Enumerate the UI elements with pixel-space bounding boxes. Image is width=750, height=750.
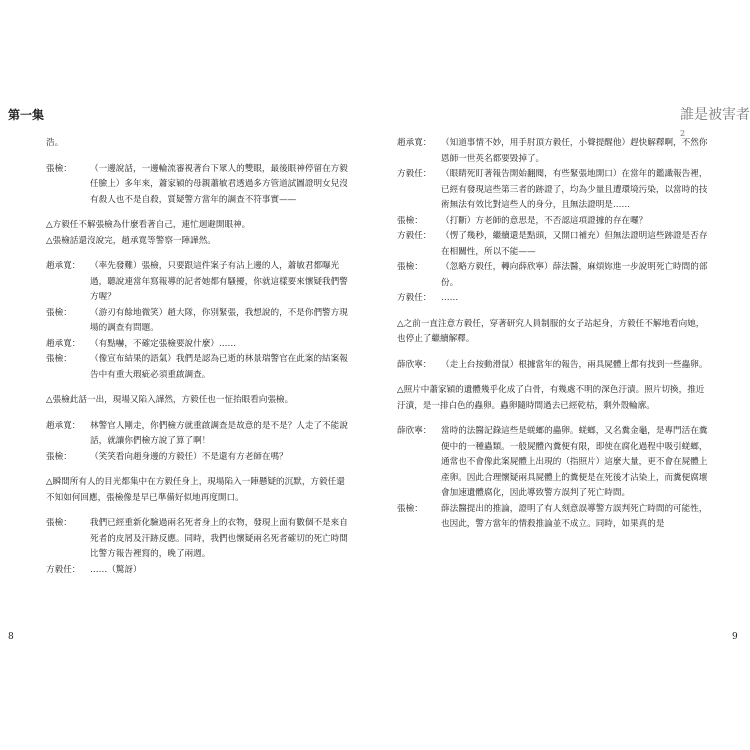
dialogue-text: 林警官人剛走，你們檢方就重啟調查是故意的是不是？人走了不能說話，就讓你們檢方說了算了啊！ [90, 420, 348, 446]
paragraph-gap [397, 414, 712, 424]
speaker-name: 薛欣寧： [397, 426, 432, 436]
stage-direction: △方毅任不解張檢為什麼看著自己，連忙迴避開眼神。 [46, 220, 251, 230]
stage-direction: △張檢話還沒說完，趙承寬等警察一陣譁然。 [46, 235, 216, 246]
dialogue-text: （游刃有餘地微笑）趙大隊，你別緊張，我想說的，不是你們警方現場的調查有問題。 [90, 307, 348, 333]
dialogue-text: …… [441, 293, 459, 303]
dialogue-line [46, 337, 351, 353]
speaker-name: 趙承寬： [46, 338, 81, 349]
paragraph-gap [46, 152, 351, 162]
speaker-name: 張檢： [46, 518, 72, 528]
speaker-name: 方毅任： [397, 169, 432, 179]
dialogue-text: ……（驚訝） [90, 564, 142, 575]
page-number-right: 9 [732, 632, 738, 642]
speaker-name: 趙承寬： [46, 420, 81, 431]
speaker-name: 方毅任： [397, 293, 432, 303]
stage-direction: △瞬間所有人的目光都集中在方毅任身上，現場陷入一陣懸疑的沉默，方毅任還不知如何回應，張檢像是早已準備好似地再度開口。 [46, 477, 345, 503]
speaker-name: 薛欣寧： [397, 359, 432, 370]
paragraph-gap [397, 348, 712, 358]
dialogue-line [397, 229, 712, 260]
stage-direction: 浩。 [46, 138, 64, 148]
paragraph-gap [397, 307, 712, 317]
dialogue-text: （走上台按動滑鼠）根據當年的報告，兩具屍體上都有找到一些蟲卵。 [441, 359, 708, 370]
stage-direction: △之前一直注意方毅任，穿著研究人員制服的女子站起身，方毅任不解地看向她，也停止了繼續解釋。 [397, 318, 705, 344]
book-title: 誰是被害者 [680, 107, 750, 123]
dialogue-text: （愣了幾秒，繼續還是點頭，又開口補充）但無法證明這些跡證是否存在相關性，所以不能—— [441, 231, 708, 257]
book-volume-number: 2 [680, 129, 686, 138]
dialogue-line [397, 260, 712, 291]
speaker-name: 張檢： [46, 451, 72, 462]
dialogue-text: （一邊說話，一邊輪流審視著台下眾人的雙眼，最後眼神停留在方毅任臉上）多年來，蕭家穎的母親蕭敏君透過多方管道試圖證明女兒沒有殺人也不是自殺，質疑警方當年的調查不符事實—— [90, 163, 348, 205]
dialogue-line [397, 214, 712, 230]
dialogue-text: 薛法醫提出的推論，證明了有人刻意誤導警方誤判死亡時間的可能性，也因此，警方當年的情殺推論並不成立。同時，如果真的是 [441, 503, 708, 529]
dialogue-text: 當時的法醫記錄這些是蜣螂的蟲卵。蜣螂，又名糞金龜，是專門活在糞便中的一種蟲類。一般屍體內糞便有限，即使在腐化過程中吸引蜣螂，通常也不會像此案屍體上出現的（指照片）這麼大量，更不會在屍體上產卵。因此合理懷疑兩具屍體上的糞便是在死後才沾染上，而糞便腐壞會加速遺體腐化，因此導致警方誤判了死亡時間。 [441, 426, 708, 498]
paragraph-gap [397, 373, 712, 383]
left-page-text [46, 136, 351, 578]
right-page-text [397, 136, 712, 533]
paragraph-gap [46, 208, 351, 218]
speaker-name: 張檢： [397, 215, 423, 226]
right-page [375, 0, 750, 750]
speaker-name: 方毅任： [397, 231, 432, 241]
paragraph-gap [46, 506, 351, 516]
page-number-left: 8 [8, 632, 14, 642]
dialogue-text: 我們已經重新化驗過兩名死者身上的衣物，發現上面有數個不是來自死者的皮屑及汗跡反應。同時，我們也懷疑兩名死者確切的死亡時間比警方報告裡寫的，晚了兩週。 [90, 518, 348, 559]
paragraph-gap [46, 409, 351, 419]
dialogue-text: （像宣布結果的語氣）我們是認為已逝的林景瑞警官在此案的結案報告中有重大瑕疵必須重啟調查。 [90, 354, 348, 380]
speaker-name: 張檢： [46, 163, 72, 174]
dialogue-line [46, 306, 351, 337]
paragraph-gap [46, 383, 351, 393]
speaker-name: 張檢： [397, 262, 423, 272]
dialogue-line [397, 424, 712, 502]
stage-direction: △張檢此話一出，現場又陷入譁然，方毅任也一怔抬眼看向張檢。 [46, 395, 294, 405]
chapter-heading: 第一集 [8, 108, 45, 122]
dialogue-text: （知道事情不妙，用手肘頂方毅任，小聲提醒他）趕快解釋啊，不然你恩師一世英名都要毀掉了。 [441, 138, 708, 164]
book-title-header [680, 104, 750, 140]
speaker-name: 趙承寬： [397, 138, 432, 148]
dialogue-text: （打斷）方老師的意思是，不否認這項證據的存在囉？ [441, 215, 648, 226]
dialogue-text: （率先發難）張檢，只要跟這件案子有沾上邊的人，蕭敏君都曝光過，聽說連當年寫報導的記者她都有騷擾，你就這樣要來懷疑我們警方喔？ [90, 261, 348, 302]
paragraph-gap [46, 249, 351, 259]
dialogue-text: （眼睛死盯著報告開始翻閱，有些緊張地開口）在當年的鑑識報告裡，已經有發現這些第三者的跡證了，均為少量且遭環境污染，以當時的技術無法有效比對這些人的身分，且無法證明是…… [441, 169, 708, 210]
paragraph-gap [46, 465, 351, 475]
dialogue-text: （有點嚇，不確定張檢要說什麼）…… [90, 338, 237, 349]
dialogue-line [46, 419, 351, 450]
dialogue-line [46, 352, 351, 383]
stage-direction: △照片中蕭家穎的遺體幾乎化成了白骨，有幾處不明的深色汙漬。照片切換，推近汙漬，是一排白色的蟲卵。蟲卵隨時間過去已經乾枯，剩外殼輪廓。 [397, 385, 705, 411]
dialogue-text: （忽略方毅任，轉向薛欣寧）薛法醫，麻煩妳進一步說明死亡時間的部份。 [441, 262, 708, 288]
dialogue-line [397, 358, 712, 374]
dialogue-line [46, 259, 351, 306]
speaker-name: 張檢： [46, 354, 72, 364]
dialogue-line [46, 563, 351, 579]
dialogue-line [397, 136, 712, 167]
dialogue-line [397, 502, 712, 533]
dialogue-line [46, 516, 351, 563]
speaker-name: 趙承寬： [46, 261, 81, 271]
dialogue-text: （笑笑看向趙身邊的方毅任）不是還有方老師在嗎？ [90, 451, 288, 462]
dialogue-line [46, 162, 351, 209]
dialogue-line [397, 167, 712, 214]
speaker-name: 張檢： [397, 503, 423, 514]
dialogue-line [46, 450, 351, 466]
speaker-name: 張檢： [46, 307, 72, 318]
speaker-name: 方毅任： [46, 564, 81, 575]
dialogue-line [397, 291, 712, 307]
